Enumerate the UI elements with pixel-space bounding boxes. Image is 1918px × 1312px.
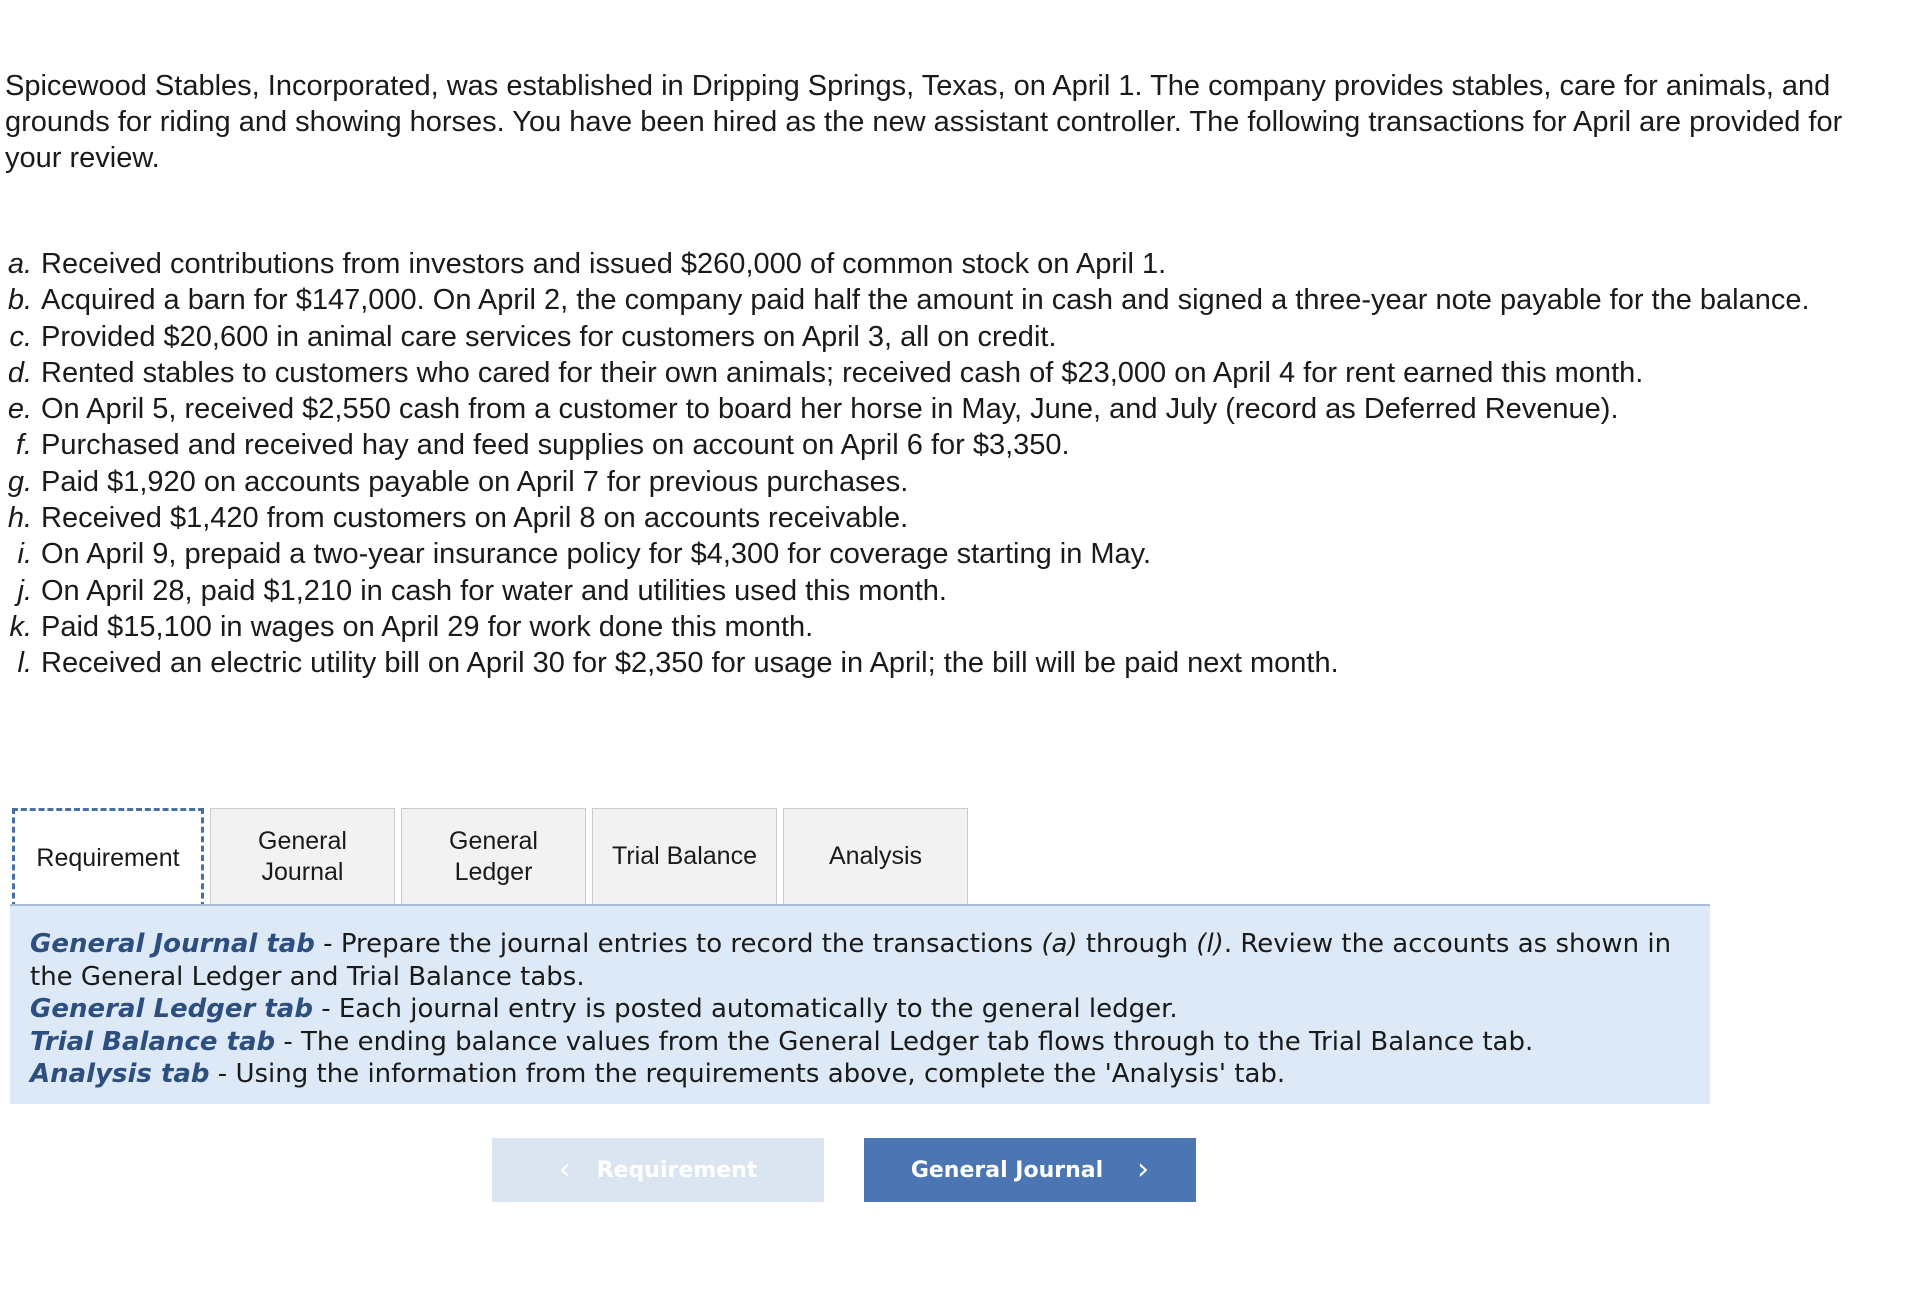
transaction-text: Paid $15,100 in wages on April 29 for work done this month. (41, 610, 814, 643)
problem-intro: Spicewood Stables, Incorporated, was established in Dripping Springs, Texas, on April 1. The company provides stables, care for animals, and grounds for riding and showing horses. You have been hired as the new assistant controller. The following transactions for April are provided for your review. (5, 70, 1843, 174)
info-key-analysis: Analysis tab (30, 1059, 210, 1089)
transaction-item-l (0, 645, 1880, 681)
transaction-item-g (0, 464, 1880, 500)
tab-requirement[interactable]: Requirement (12, 808, 204, 908)
transaction-text: Received an electric utility bill on April 30 for $2,350 for usage in April; the bill will be paid next month. (41, 647, 1339, 680)
transaction-letter: l. (17, 647, 32, 680)
chevron-left-icon: ‹ (558, 1152, 571, 1187)
next-general-journal-button[interactable] (864, 1138, 1196, 1202)
tab-trial-balance[interactable]: Trial Balance (592, 808, 777, 904)
transaction-text: Purchased and received hay and feed supplies on account on April 6 for $3,350. (41, 429, 1070, 462)
transaction-text: On April 5, received $2,550 cash from a customer to board her horse in May, June, and July (record as Deferred Revenue). (41, 393, 1619, 426)
transaction-letter: i. (17, 538, 32, 571)
previous-button-label: Requirement (596, 1157, 758, 1183)
transaction-item-d (0, 355, 1880, 391)
info-text-l: (l) (1196, 929, 1224, 959)
tab-general-ledger[interactable]: General Ledger (401, 808, 586, 904)
transaction-text: Received contributions from investors and issued $260,000 of common stock on April 1. (41, 248, 1167, 280)
tab-bar (12, 808, 974, 906)
transaction-item-k (0, 609, 1880, 645)
transaction-letter: a. (7, 248, 32, 280)
transaction-text: Rented stables to customers who cared for their own animals; received cash of $23,000 on April 4 for rent earned this month. (41, 356, 1644, 389)
transaction-letter: b. (7, 284, 32, 317)
transaction-text: Provided $20,600 in animal care services for customers on April 3, all on credit. (41, 320, 1057, 353)
chevron-right-icon: › (1137, 1152, 1150, 1187)
transaction-letter: e. (7, 393, 32, 426)
info-general-ledger (30, 993, 1690, 1026)
transaction-text: Received $1,420 from customers on April 8 on accounts receivable. (41, 502, 909, 535)
tab-analysis[interactable]: Analysis (783, 808, 968, 904)
transaction-item-j (0, 573, 1880, 609)
transaction-letter: h. (7, 502, 32, 535)
info-general-journal (30, 928, 1690, 993)
info-text: - Each journal entry is posted automatically to the general ledger. (312, 994, 1178, 1024)
transaction-item-e (0, 391, 1880, 427)
transaction-letter: d. (7, 356, 32, 389)
transaction-letter: c. (9, 320, 32, 353)
transaction-text: Paid $1,920 on accounts payable on April 7 for previous purchases. (41, 465, 909, 498)
info-key-general-journal: General Journal tab (30, 929, 315, 959)
transaction-item-a (0, 246, 1880, 282)
previous-requirement-button[interactable] (492, 1138, 824, 1202)
transaction-letter: k. (9, 610, 32, 643)
transaction-text: On April 28, paid $1,210 in cash for water and utilities used this month. (41, 574, 947, 607)
info-key-trial-balance: Trial Balance tab (30, 1026, 276, 1057)
transaction-letter: j. (17, 574, 32, 607)
info-analysis (30, 1058, 1690, 1091)
info-key-general-ledger: General Ledger tab (30, 994, 313, 1024)
transaction-item-h (0, 500, 1880, 536)
info-trial-balance (30, 1026, 1690, 1059)
next-button-label: General Journal (910, 1157, 1104, 1183)
transaction-list (0, 246, 1880, 682)
transaction-item-b (0, 282, 1880, 318)
transaction-letter: g. (7, 465, 32, 498)
info-text: - The ending balance values from the General Ledger tab flows through to the Trial Balance tab. (275, 1026, 1534, 1057)
tab-general-journal[interactable]: General Journal (210, 808, 395, 904)
info-text: - Using the information from the requirements above, complete the 'Analysis' tab. (209, 1059, 1286, 1089)
transaction-item-i (0, 536, 1880, 572)
info-text-a: (a) (1041, 929, 1078, 959)
info-text: - Prepare the journal entries to record the transactions (314, 929, 1042, 959)
transaction-item-f (0, 427, 1880, 463)
transaction-text: On April 9, prepaid a two-year insurance policy for $4,300 for coverage starting in May. (41, 538, 1152, 571)
transaction-letter: f. (15, 429, 32, 462)
info-text: . Review the accounts as shown in the General Ledger and Trial Balance tabs. (30, 929, 1672, 992)
transaction-item-c (0, 319, 1880, 355)
requirement-info-panel (10, 906, 1710, 1104)
info-text: through (1077, 929, 1197, 959)
transaction-text: Acquired a barn for $147,000. On April 2, the company paid half the amount in cash and signed a three-year note payable for the balance. (41, 284, 1810, 317)
